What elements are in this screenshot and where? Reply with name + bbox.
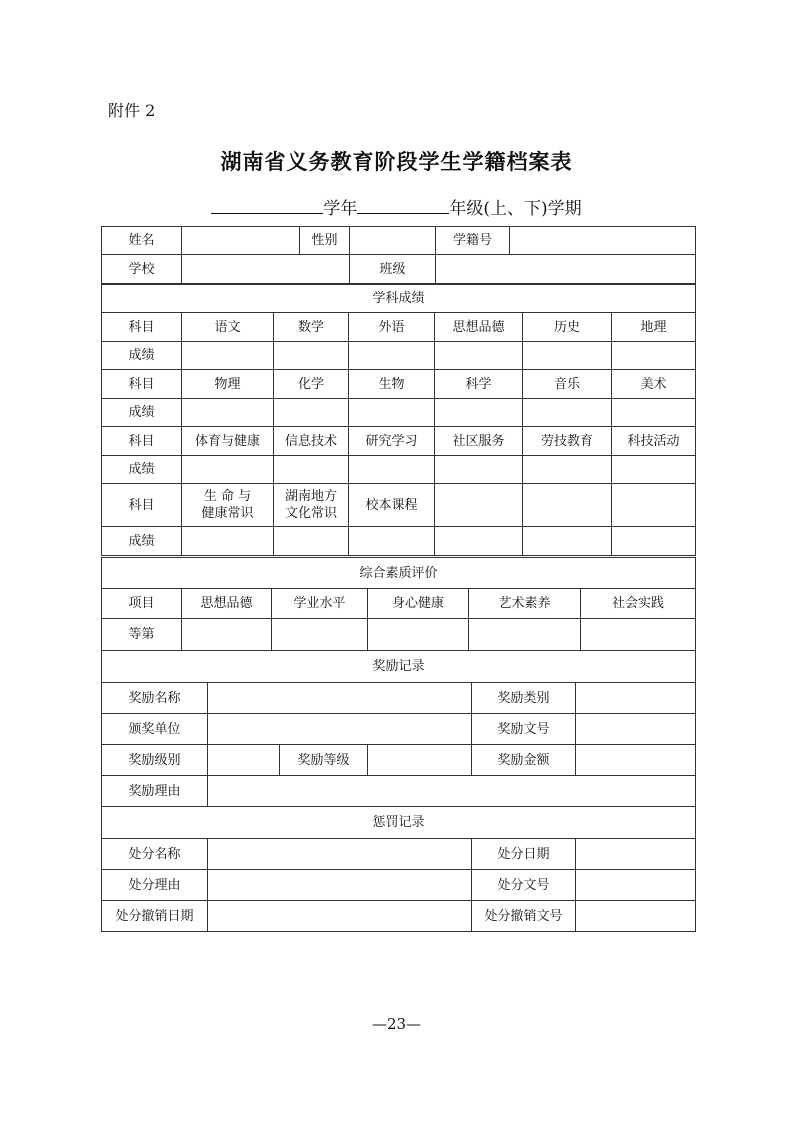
score-cell[interactable]: [274, 399, 349, 427]
score-cell[interactable]: [182, 342, 274, 370]
revoke-date-label: 处分撤销日期: [102, 901, 208, 932]
subject-cell: 生物: [349, 370, 435, 399]
subject-cell: 外语: [349, 313, 435, 342]
award-amount-cell[interactable]: [576, 745, 696, 776]
score-cell[interactable]: [523, 456, 612, 484]
subject-line: 文化常识: [284, 506, 337, 521]
punishment-reason-label: 处分理由: [102, 870, 208, 901]
award-doc-no-cell[interactable]: [576, 714, 696, 745]
subject-cell: 劳技教育: [523, 427, 612, 456]
award-reason-label: 奖励理由: [102, 776, 208, 807]
subject-label: 科目: [102, 427, 182, 456]
grade-cell[interactable]: [272, 619, 368, 651]
score-cell[interactable]: [349, 527, 435, 556]
score-cell[interactable]: [612, 399, 696, 427]
award-level-cell[interactable]: [208, 745, 280, 776]
subtitle-year-label: 学年: [323, 199, 358, 219]
gender-cell[interactable]: [350, 227, 436, 255]
score-cell[interactable]: [182, 456, 274, 484]
subject-cell: 研究学习: [349, 427, 435, 456]
subject-cell: 历史: [523, 313, 612, 342]
score-label: 成绩: [102, 527, 182, 556]
school-cell[interactable]: [182, 255, 350, 285]
student-id-cell[interactable]: [510, 227, 696, 255]
subject-cell[interactable]: [612, 484, 696, 527]
page-subtitle: [0, 194, 793, 219]
revoke-doc-no-label: 处分撤销文号: [472, 901, 576, 932]
score-cell[interactable]: [349, 399, 435, 427]
score-cell[interactable]: [435, 399, 523, 427]
grade-cell[interactable]: [469, 619, 581, 651]
award-amount-label: 奖励金额: [472, 745, 576, 776]
quality-section-title: 综合素质评价: [102, 558, 696, 589]
grades-table: [101, 283, 696, 556]
punishments-table: [101, 806, 696, 932]
subject-cell: 科学: [435, 370, 523, 399]
score-label: 成绩: [102, 456, 182, 484]
grade-cell[interactable]: [182, 619, 272, 651]
page-title: 湖南省义务教育阶段学生学籍档案表: [220, 150, 573, 174]
subject-cell: 校本课程: [349, 484, 435, 527]
subject-cell-life-health: [182, 484, 274, 527]
punishment-doc-no-label: 处分文号: [472, 870, 576, 901]
class-label: 班级: [350, 255, 436, 285]
class-cell[interactable]: [436, 255, 696, 285]
subject-line: 生 命 与: [203, 489, 252, 504]
school-label: 学校: [102, 255, 182, 285]
grade-cell[interactable]: [368, 619, 469, 651]
revoke-doc-no-cell[interactable]: [576, 901, 696, 932]
score-cell[interactable]: [349, 342, 435, 370]
subject-cell: 地理: [612, 313, 696, 342]
award-level-label: 奖励级别: [102, 745, 208, 776]
awards-table: [101, 650, 696, 807]
subject-cell: 语文: [182, 313, 274, 342]
punishment-name-label: 处分名称: [102, 839, 208, 870]
subject-cell: 化学: [274, 370, 349, 399]
punishments-section-title: 惩罚记录: [102, 807, 696, 839]
subject-label: 科目: [102, 484, 182, 527]
quality-item: 思想品德: [182, 589, 272, 619]
subject-cell-hunan-culture: [274, 484, 349, 527]
quality-item: 社会实践: [581, 589, 696, 619]
revoke-date-cell[interactable]: [208, 901, 472, 932]
score-cell[interactable]: [435, 527, 523, 556]
basic-info-table: [101, 226, 696, 285]
subject-line: 健康常识: [201, 506, 254, 521]
punishment-doc-no-cell[interactable]: [576, 870, 696, 901]
annex-label: 附件 2: [108, 101, 156, 120]
score-cell[interactable]: [523, 342, 612, 370]
page-number: —23—: [371, 1015, 422, 1033]
grades-section-title: 学科成绩: [102, 284, 696, 313]
student-id-label: 学籍号: [436, 227, 510, 255]
subject-cell: 体育与健康: [182, 427, 274, 456]
gender-label: 性别: [300, 227, 350, 255]
subject-cell: 音乐: [523, 370, 612, 399]
award-rank-label: 奖励等级: [280, 745, 368, 776]
score-cell[interactable]: [523, 527, 612, 556]
subject-cell: 思想品德: [435, 313, 523, 342]
subject-label: 科目: [102, 313, 182, 342]
score-cell[interactable]: [349, 456, 435, 484]
quality-item: 身心健康: [368, 589, 469, 619]
grade-blank[interactable]: [357, 199, 449, 214]
subject-cell: 美术: [612, 370, 696, 399]
quality-table: [101, 557, 696, 651]
award-rank-cell[interactable]: [368, 745, 472, 776]
subject-cell: 物理: [182, 370, 274, 399]
punishment-date-cell[interactable]: [576, 839, 696, 870]
score-cell[interactable]: [182, 399, 274, 427]
subject-cell[interactable]: [523, 484, 612, 527]
awards-section-title: 奖励记录: [102, 651, 696, 683]
score-cell[interactable]: [612, 527, 696, 556]
subject-line: 湖南地方: [284, 489, 337, 504]
score-cell[interactable]: [435, 456, 523, 484]
punishment-reason-cell[interactable]: [208, 870, 472, 901]
score-cell[interactable]: [182, 527, 274, 556]
punishment-date-label: 处分日期: [472, 839, 576, 870]
grade-cell[interactable]: [581, 619, 696, 651]
score-label: 成绩: [102, 399, 182, 427]
subject-cell: 数学: [274, 313, 349, 342]
quality-item: 艺术素养: [469, 589, 581, 619]
academic-year-blank[interactable]: [211, 199, 323, 214]
award-name-cell[interactable]: [208, 683, 472, 714]
subject-cell: 科技活动: [612, 427, 696, 456]
score-cell[interactable]: [274, 527, 349, 556]
award-reason-cell[interactable]: [208, 776, 696, 807]
score-cell[interactable]: [612, 342, 696, 370]
score-cell[interactable]: [274, 342, 349, 370]
subtitle-grade-label: 年级(上、下)学期: [449, 199, 582, 219]
award-type-label: 奖励类别: [472, 683, 576, 714]
score-cell[interactable]: [435, 342, 523, 370]
score-cell[interactable]: [523, 399, 612, 427]
name-cell[interactable]: [182, 227, 300, 255]
subject-cell: 社区服务: [435, 427, 523, 456]
score-cell[interactable]: [274, 456, 349, 484]
award-type-cell[interactable]: [576, 683, 696, 714]
award-issuer-cell[interactable]: [208, 714, 472, 745]
item-label: 项目: [102, 589, 182, 619]
award-doc-no-label: 奖励文号: [472, 714, 576, 745]
award-issuer-label: 颁奖单位: [102, 714, 208, 745]
grade-label: 等第: [102, 619, 182, 651]
name-label: 姓名: [102, 227, 182, 255]
subject-label: 科目: [102, 370, 182, 399]
punishment-name-cell[interactable]: [208, 839, 472, 870]
quality-item: 学业水平: [272, 589, 368, 619]
score-cell[interactable]: [612, 456, 696, 484]
subject-cell[interactable]: [435, 484, 523, 527]
subject-cell: 信息技术: [274, 427, 349, 456]
award-name-label: 奖励名称: [102, 683, 208, 714]
score-label: 成绩: [102, 342, 182, 370]
